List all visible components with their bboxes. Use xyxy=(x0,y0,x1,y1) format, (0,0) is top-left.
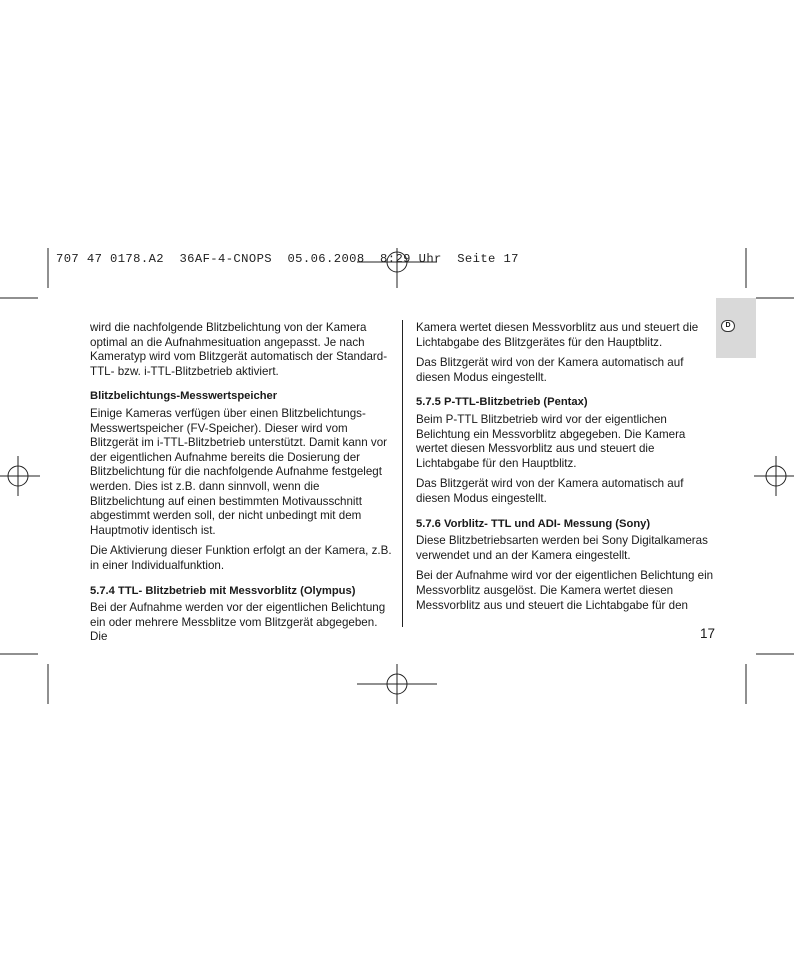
left-column xyxy=(90,321,394,651)
paragraph-fv-2: Die Aktivierung dieser Funktion erfolgt an der Kamera, z.B. in einer Individualfunktion. xyxy=(90,544,392,572)
slug-product: 36AF-4-CNOPS xyxy=(179,252,273,266)
paragraph-5-7-6-a: Diese Blitzbetriebsarten werden bei Sony Digitalkameras verwendet und an der Kamera eingestellt. xyxy=(416,534,708,562)
paragraph-auto-1: Das Blitzgerät wird von der Kamera automatisch auf diesen Modus eingestellt. xyxy=(416,356,684,384)
paragraph-5-7-5: Beim P-TTL Blitzbetrieb wird vor der eigentlichen Belichtung ein Messvorblitz abgegeben. Die Kamera wertet diesen Messvorblitz aus und steuert die Lichtabgabe für den Hauptblitz. xyxy=(416,412,686,470)
column-divider xyxy=(402,320,403,627)
slug-job: 707 47 0178.A2 xyxy=(56,252,164,266)
registration-mark-left xyxy=(0,456,40,496)
paragraph-5-7-6-b: Bei der Aufnahme wird vor der eigentlichen Belichtung ein Messvorblitz ausgelöst. Die Kamera wertet diesen Messvorblitz aus und steuert die Lichtabgabe für den xyxy=(416,569,714,612)
slug-time: 8:29 Uhr xyxy=(380,252,442,266)
slug-page: Seite 17 xyxy=(457,252,519,266)
paragraph-continued: Kamera wertet diesen Messvorblitz aus und steuert die Lichtabgabe des Blitzgerätes für den Hauptblitz. xyxy=(416,321,699,349)
page-number: 17 xyxy=(700,626,716,641)
heading-5-7-4: 5.7.4 TTL- Blitzbetrieb mit Messvorblitz (Olympus) xyxy=(90,584,356,597)
paragraph-fv-1: Einige Kameras verfügen über einen Blitzbelichtungs-Messwertspeicher (FV-Speicher). Dieser wird vom Blitzgerät im i-TTL-Blitzbetrieb unterstützt. Damit kann vor der eigentlichen Aufnahme bereits die Dosierung der Blitzbelichtung für die nachfolgende Aufnahme festgelegt werden. Dies ist z.B. dann sinnvoll, wenn die Blitzbelichtung auf einen bestimmten Motivausschnitt abgestimmt werden soll, der nicht unbedingt mit dem Hauptmotiv identisch ist. xyxy=(90,406,388,537)
heading-5-7-6: 5.7.6 Vorblitz- TTL und ADI- Messung (Sony) xyxy=(416,517,651,530)
heading-fv-memory: Blitzbelichtungs-Messwertspeicher xyxy=(90,390,278,403)
right-column xyxy=(416,321,716,619)
heading-5-7-5: 5.7.5 P-TTL-Blitzbetrieb (Pentax) xyxy=(416,396,588,409)
slug-date: 05.06.2008 xyxy=(287,252,365,266)
print-slug xyxy=(56,252,519,266)
paragraph-auto-2: Das Blitzgerät wird von der Kamera automatisch auf diesen Modus eingestellt. xyxy=(416,477,684,505)
paragraph-intro: wird die nachfolgende Blitzbelichtung von der Kamera optimal an die Aufnahmesituation angepasst. Je nach Kameratyp wird vom Blitzgerät automatisch der Standard-TTL- bzw. i-TTL-Blitzbetrieb aktiviert. xyxy=(90,321,388,378)
language-tab-label: D xyxy=(721,320,735,332)
paragraph-5-7-4: Bei der Aufnahme werden vor der eigentlichen Belichtung ein oder mehrere Messblitze vom Blitzgerät abgegeben. Die xyxy=(90,601,386,644)
registration-mark-bottom xyxy=(357,664,437,704)
registration-mark-right xyxy=(754,456,794,496)
